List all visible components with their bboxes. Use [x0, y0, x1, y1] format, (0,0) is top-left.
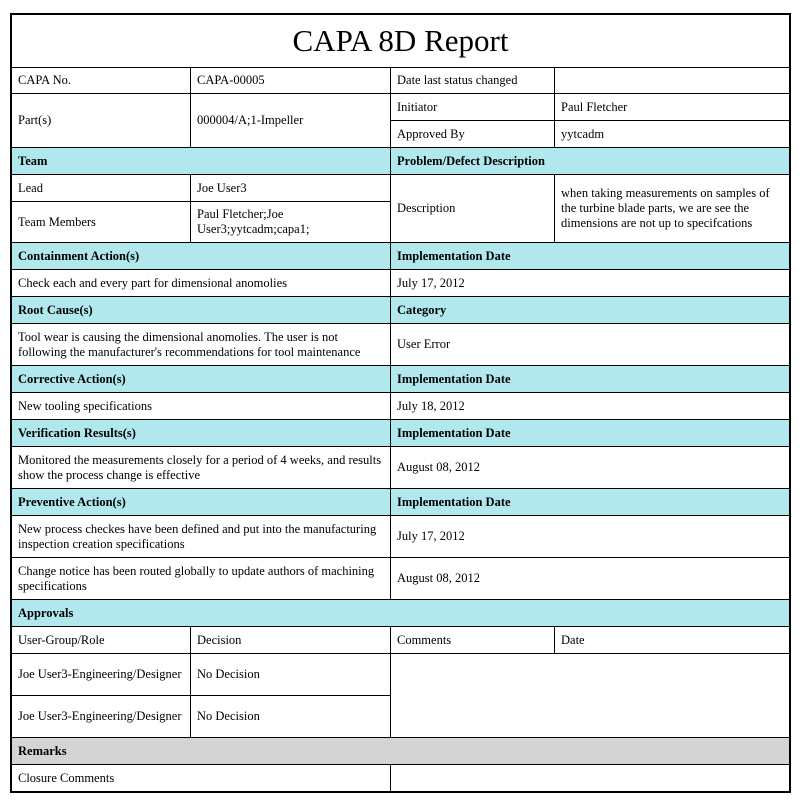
verification-heading: Verification Results(s) [12, 420, 391, 447]
containment-action: Check each and every part for dimensional anomolies [12, 270, 391, 297]
date-last-status-label: Date last status changed [391, 67, 555, 94]
preventive-heading: Preventive Action(s) [12, 489, 391, 516]
team-members-label: Team Members [12, 202, 191, 243]
category-heading: Category [391, 297, 789, 324]
description-label: Description [391, 175, 555, 243]
capa-no-value: CAPA-00005 [191, 67, 391, 94]
team-members-value: Paul Fletcher;Joe User3;yytcadm;capa1; [191, 202, 391, 243]
preventive-date-heading: Implementation Date [391, 489, 789, 516]
containment-heading: Containment Action(s) [12, 243, 391, 270]
root-cause-heading: Root Cause(s) [12, 297, 391, 324]
preventive-date-1: July 17, 2012 [391, 516, 789, 558]
closure-comments-label: Closure Comments [12, 765, 391, 791]
root-cause-text: Tool wear is causing the dimensional anomolies. The user is not following the manufacturer's recommendations for tool maintenance [12, 324, 391, 366]
containment-date: July 17, 2012 [391, 270, 789, 297]
report-title: CAPA 8D Report [292, 23, 509, 58]
lead-value: Joe User3 [191, 175, 391, 202]
approvals-col-date: Date [555, 627, 789, 654]
corrective-date-heading: Implementation Date [391, 366, 789, 393]
verification-date: August 08, 2012 [391, 447, 789, 489]
problem-heading: Problem/Defect Description [391, 148, 789, 175]
verification-date-heading: Implementation Date [391, 420, 789, 447]
initiator-label: Initiator [391, 94, 555, 121]
initiator-value: Paul Fletcher [555, 94, 789, 121]
remarks-heading: Remarks [12, 738, 789, 765]
approval-role-1: Joe User3-Engineering/Designer [12, 654, 191, 696]
preventive-action-2: Change notice has been routed globally to update authors of machining specifications [12, 558, 391, 600]
capa-report [10, 13, 791, 793]
approval-decision-2: No Decision [191, 696, 391, 738]
parts-value: 000004/A;1-Impeller [191, 94, 391, 148]
approval-comments-area [391, 654, 789, 738]
capa-no-label: CAPA No. [12, 67, 191, 94]
team-heading: Team [12, 148, 391, 175]
approved-by-label: Approved By [391, 121, 555, 148]
approvals-heading: Approvals [12, 600, 789, 627]
approval-role-2: Joe User3-Engineering/Designer [12, 696, 191, 738]
approved-by-value: yytcadm [555, 121, 789, 148]
corrective-action: New tooling specifications [12, 393, 391, 420]
approval-decision-1: No Decision [191, 654, 391, 696]
verification-text: Monitored the measurements closely for a period of 4 weeks, and results show the process change is effective [12, 447, 391, 489]
approvals-col-comments: Comments [391, 627, 555, 654]
preventive-action-1: New process checkes have been defined and put into the manufacturing inspection creation specifications [12, 516, 391, 558]
parts-label: Part(s) [12, 94, 191, 148]
closure-comments-value [391, 765, 789, 791]
approvals-col-decision: Decision [191, 627, 391, 654]
corrective-heading: Corrective Action(s) [12, 366, 391, 393]
category-value: User Error [391, 324, 789, 366]
description-value: when taking measurements on samples of the turbine blade parts, we are see the dimensions are not up to specifcations [555, 175, 789, 243]
lead-label: Lead [12, 175, 191, 202]
date-last-status-value [555, 67, 789, 94]
corrective-date: July 18, 2012 [391, 393, 789, 420]
containment-date-heading: Implementation Date [391, 243, 789, 270]
preventive-date-2: August 08, 2012 [391, 558, 789, 600]
approvals-col-role: User-Group/Role [12, 627, 191, 654]
